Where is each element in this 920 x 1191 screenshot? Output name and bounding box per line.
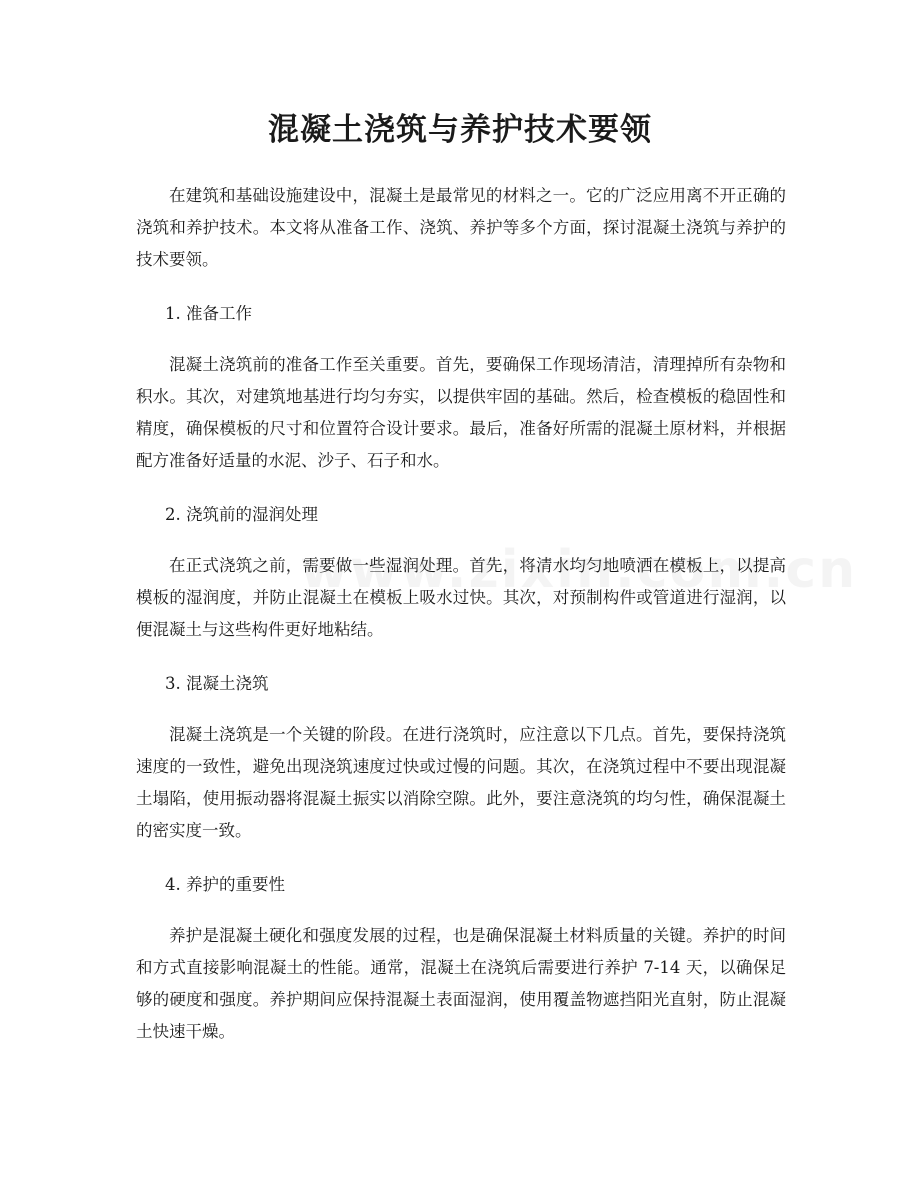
- intro-paragraph: 在建筑和基础设施建设中，混凝土是最常见的材料之一。它的广泛应用离不开正确的浇筑和养护技术。本文将从准备工作、浇筑、养护等多个方面，探讨混凝土浇筑与养护的技术要领。: [136, 186, 786, 269]
- section-heading-2: 2. 浇筑前的湿润处理: [165, 505, 318, 524]
- section-body-2: 在正式浇筑之前，需要做一些湿润处理。首先，将清水均匀地喷洒在模板上，以提高模板的湿润度，并防止混凝土在模板上吸水过快。其次，对预制构件或管道进行湿润，以便混凝土与这些构件更好地粘结。: [136, 556, 786, 639]
- document-body: [136, 180, 786, 1048]
- section-body-4: 养护是混凝土硬化和强度发展的过程，也是确保混凝土材料质量的关键。养护的时间和方式直接影响混凝土的性能。通常，混凝土在浇筑后需要进行养护 7-14 天，以确保足够的硬度和强度。养护期间应保持混凝土表面湿润，使用覆盖物遮挡阳光直射，防止混凝土快速干燥。: [136, 926, 786, 1041]
- section-body-1: 混凝土浇筑前的准备工作至关重要。首先，要确保工作现场清洁，清理掉所有杂物和积水。其次，对建筑地基进行均匀夯实，以提供牢固的基础。然后，检查模板的稳固性和精度，确保模板的尺寸和位置符合设计要求。最后，准备好所需的混凝土原材料，并根据配方准备好适量的水泥、沙子、石子和水。: [136, 355, 786, 470]
- section-heading-3: 3. 混凝土浇筑: [165, 674, 269, 693]
- page-title: 混凝土浇筑与养护技术要领: [268, 112, 652, 148]
- section-heading-4: 4. 养护的重要性: [165, 875, 285, 894]
- section-heading-1: 1. 准备工作: [165, 304, 252, 323]
- section-body-3: 混凝土浇筑是一个关键的阶段。在进行浇筑时，应注意以下几点。首先，要保持浇筑速度的一致性，避免出现浇筑速度过快或过慢的问题。其次，在浇筑过程中不要出现混凝土塌陷，使用振动器将混凝土振实以消除空隙。此外，要注意浇筑的均匀性，确保混凝土的密实度一致。: [136, 725, 786, 840]
